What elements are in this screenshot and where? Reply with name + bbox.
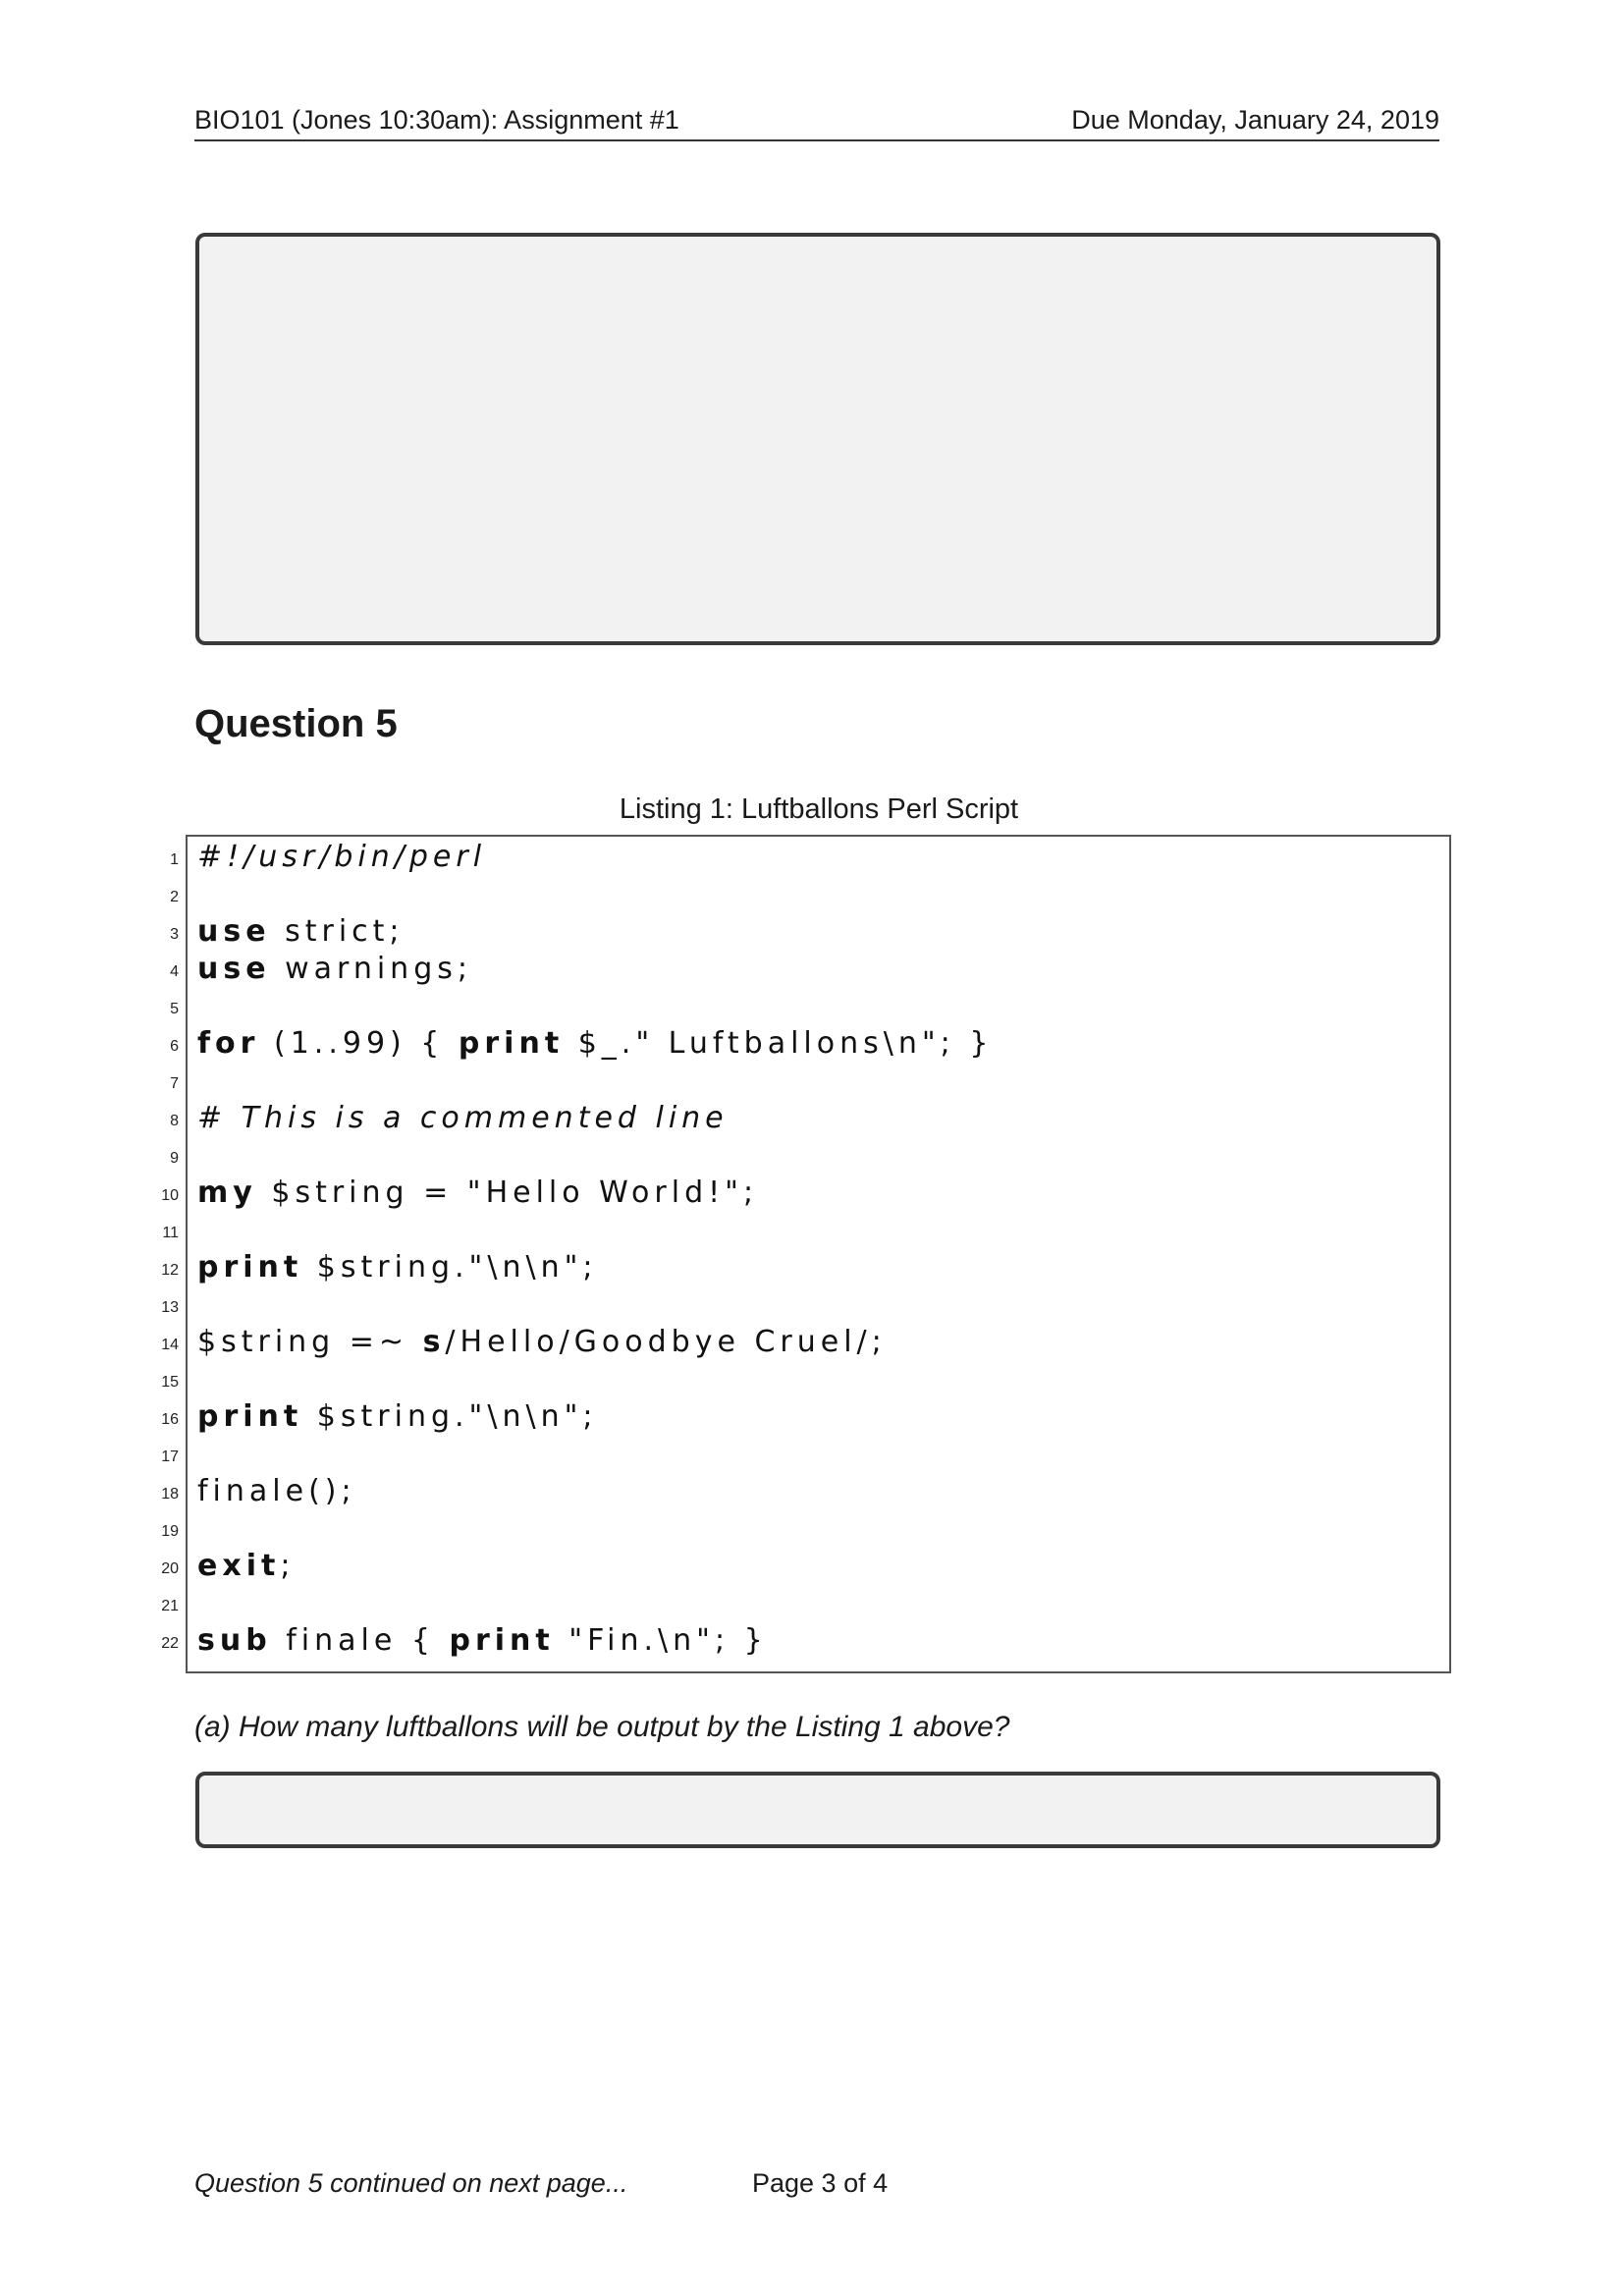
code-line — [161, 1585, 1449, 1622]
code-text: my $string = "Hello World!"; — [197, 1175, 759, 1210]
code-line — [170, 1063, 1449, 1100]
code-keyword: sub — [197, 1623, 272, 1658]
code-keyword: use — [197, 914, 271, 949]
code-listing — [161, 835, 1451, 1673]
code-line — [161, 1436, 1449, 1473]
code-line — [170, 988, 1449, 1025]
page-header — [194, 102, 1439, 141]
code-line — [161, 1286, 1449, 1324]
line-number: 14 — [161, 1337, 179, 1353]
line-number: 17 — [161, 1449, 179, 1465]
code-keyword: print — [197, 1250, 303, 1285]
code-line — [161, 1510, 1449, 1548]
code-line — [170, 876, 1449, 913]
code-line — [162, 1212, 1449, 1249]
code-line — [170, 913, 1449, 951]
code-text: finale(); — [197, 1474, 356, 1508]
code-line — [170, 951, 1449, 988]
continued-note: Question 5 continued on next page... — [194, 2168, 628, 2198]
code-text: $string =~ s/Hello/Goodbye Cruel/; — [197, 1325, 887, 1359]
line-number: 11 — [162, 1225, 179, 1241]
code-keyword: print — [449, 1623, 555, 1658]
code-line — [170, 839, 1449, 876]
code-line — [170, 1025, 1449, 1063]
code-text: for (1..99) { print $_." Luftballons\n"; } — [197, 1026, 994, 1061]
code-text: sub finale { print "Fin.\n"; } — [197, 1623, 768, 1658]
line-number: 2 — [170, 889, 179, 905]
line-number: 13 — [161, 1299, 179, 1316]
code-keyword: for — [197, 1026, 260, 1061]
code-text: use warnings; — [197, 952, 472, 986]
code-line — [161, 1175, 1449, 1212]
sub-question-a: (a) How many luftballons will be output by the Listing 1 above? — [194, 1711, 1010, 1743]
code-line — [161, 1548, 1449, 1585]
code-keyword: print — [197, 1399, 303, 1434]
code-line — [170, 1100, 1449, 1137]
answer-box-a[interactable] — [195, 1772, 1440, 1848]
code-keyword: s — [422, 1325, 446, 1359]
line-number: 19 — [161, 1523, 179, 1540]
code-text: exit; — [197, 1549, 296, 1583]
code-line — [161, 1398, 1449, 1436]
answer-box-previous[interactable] — [195, 233, 1440, 645]
code-text: use strict; — [197, 914, 405, 949]
line-number: 8 — [170, 1113, 179, 1129]
code-line — [161, 1622, 1449, 1660]
line-number: 16 — [161, 1411, 179, 1428]
course-assignment-title: BIO101 (Jones 10:30am): Assignment #1 — [194, 105, 679, 135]
line-number: 7 — [170, 1075, 179, 1092]
code-line — [161, 1473, 1449, 1510]
line-number: 15 — [161, 1374, 179, 1391]
due-date: Due Monday, January 24, 2019 — [1071, 105, 1439, 135]
code-text: #!/usr/bin/perl — [197, 840, 487, 874]
line-number: 3 — [170, 926, 179, 943]
code-line — [161, 1324, 1449, 1361]
code-keyword: print — [458, 1026, 565, 1061]
code-keyword: my — [197, 1175, 257, 1210]
listing-caption: Listing 1: Luftballons Perl Script — [619, 793, 1019, 825]
line-number: 20 — [161, 1560, 179, 1577]
page-number: Page 3 of 4 — [752, 2168, 889, 2198]
question-title: Question 5 — [194, 702, 398, 745]
line-number: 10 — [161, 1187, 179, 1204]
line-number: 22 — [161, 1635, 179, 1652]
code-line — [170, 1137, 1449, 1175]
code-line — [161, 1249, 1449, 1286]
code-line — [161, 1361, 1449, 1398]
line-number: 9 — [170, 1150, 179, 1167]
code-text: print $string."\n\n"; — [197, 1399, 598, 1434]
line-number: 5 — [170, 1001, 179, 1017]
line-number: 21 — [161, 1598, 179, 1614]
line-number: 1 — [170, 851, 179, 868]
line-number: 4 — [170, 963, 179, 980]
code-keyword: use — [197, 952, 271, 986]
line-number: 12 — [161, 1262, 179, 1279]
code-text: print $string."\n\n"; — [197, 1250, 598, 1285]
line-number: 6 — [170, 1038, 179, 1055]
line-number: 18 — [161, 1486, 179, 1503]
code-comment: # This is a commented line — [197, 1101, 729, 1135]
code-keyword: exit — [197, 1549, 281, 1583]
